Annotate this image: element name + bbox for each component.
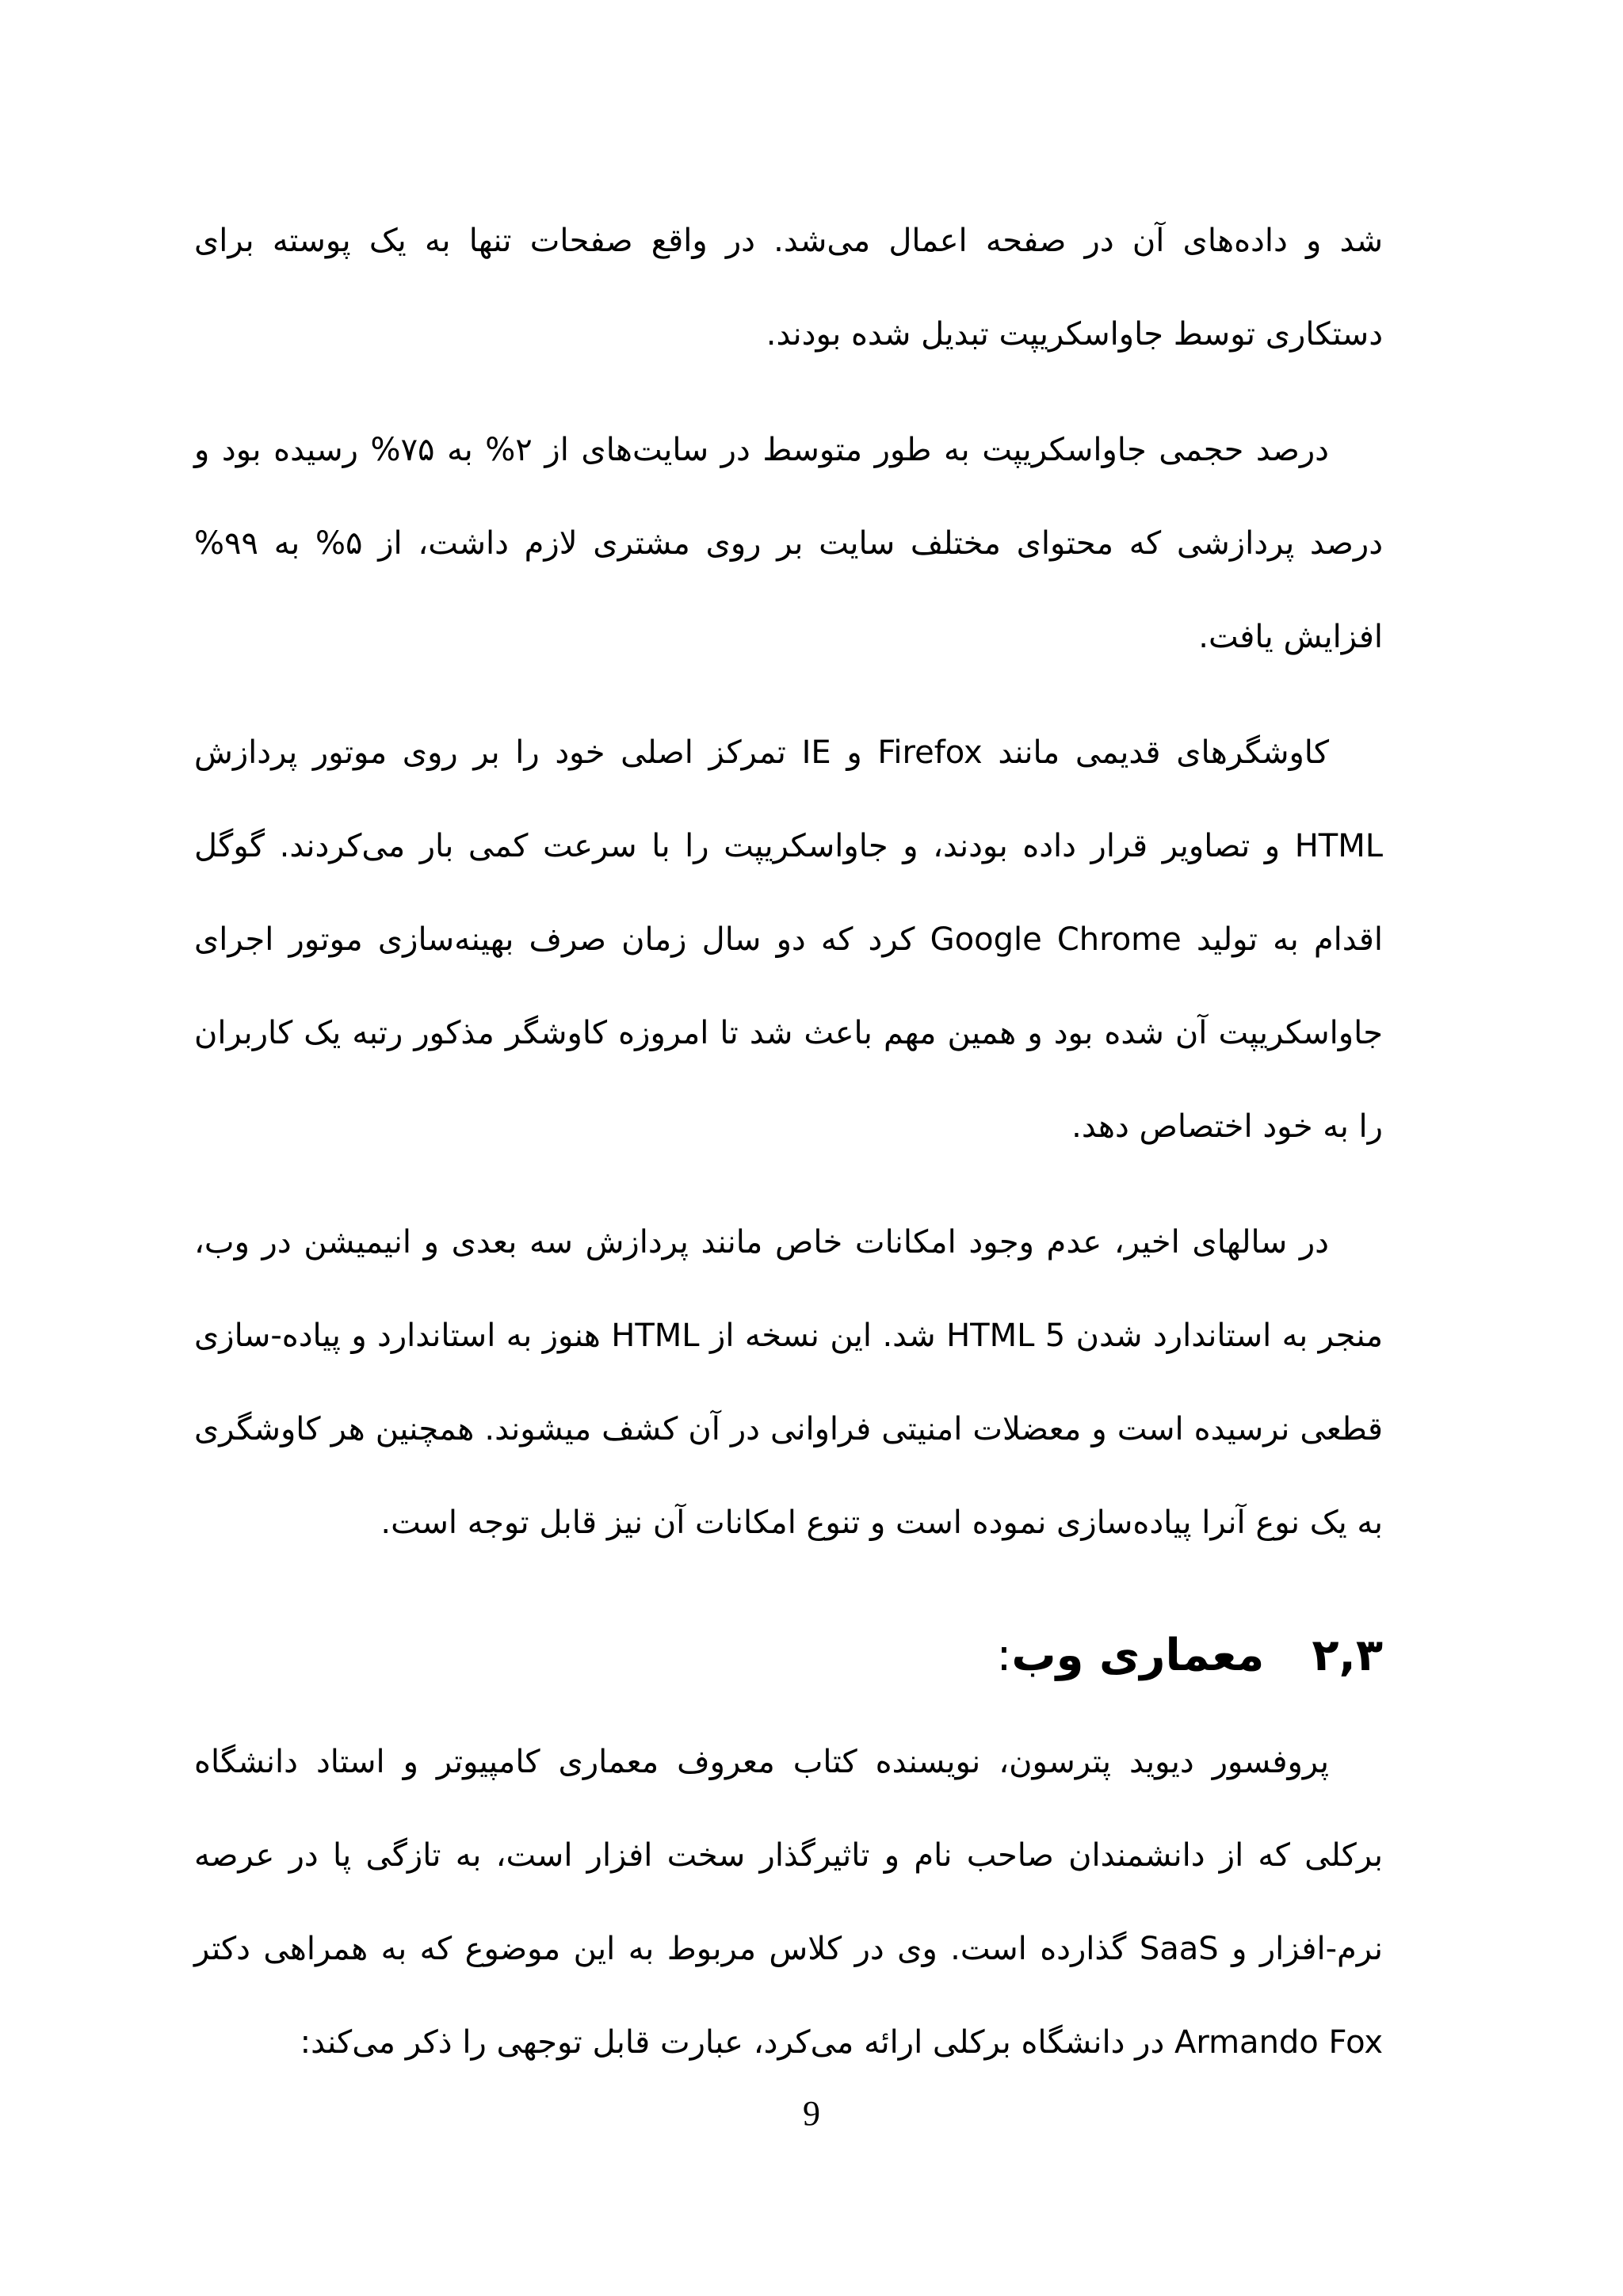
page-number: 9 [803,2094,820,2133]
paragraph: در سالهای اخیر، عدم وجود امکانات خاص مانند پردازش سه بعدی و انیمیشن در وب، منجر به استاندارد شدن HTML 5 شد. این نسخه از HTML هنوز به استاندارد و پیاده-سازی قطعی نرسیده است و معضلات امنیتی فراوانی در آن کشف میشوند. همچنین هر کاوشگری به یک نوع آنرا پیاده‌سازی نموده است و تنوع امکانات آن نیز قابل توجه است. [194,1224,1383,1541]
section-title: معماری وب [1011,1630,1265,1681]
section-heading [194,1616,1383,1695]
paragraph: درصد حجمی جاواسکریپت به طور متوسط در سایت‌های از ۲% به ۷۵% رسیده بود و درصد پردازشی که محتوای مختلف سایت بر روی مشتری لازم داشت، از ۵% به ۹۹% افزایش یافت. [194,432,1384,655]
heading-colon: : [996,1630,1012,1681]
paragraph: کاوشگرهای قدیمی مانند Firefox و IE تمرکز اصلی خود را بر روی موتور پردازش HTML و تصاویر قرار داده بودند، و جاواسکریپت را با سرعت کمی بار می‌کردند. گوگل اقدام به تولید Google Chrome کرد که دو سال زمان صرف بهینه‌سازی موتور اجرای جاواسکریپت آن شده بود و همین مهم باعث شد تا امروزه کاوشگر مذکور رتبه یک کاربران را به خود اختصاص دهد. [194,734,1383,1145]
body-text-top [194,194,1383,1569]
paragraph: پروفسور دیوید پترسون، نویسنده کتاب معروف معماری کامپیوتر و استاد دانشگاه برکلی که از دانشمندان صاحب نام و تاثیرگذار سخت افزار است، به تازگی پا در عرصه نرم-افزار و SaaS گذارده است. وی در کلاس مربوط به این موضوع که به همراهی دکتر Armando Fox در دانشگاه برکلی ارائه می‌کرد، عبارت قابل توجهی را ذکر می‌کند: [194,1744,1384,2061]
paragraph: شد و داده‌های آن در صفحه اعمال می‌شد. در واقع صفحات تنها به یک پوسته برای دستکاری توسط جاواسکریپت تبدیل شده بودند. [194,223,1383,353]
body-text-bottom [194,1715,1383,2089]
section-number: ۲,۳ [1312,1630,1383,1681]
